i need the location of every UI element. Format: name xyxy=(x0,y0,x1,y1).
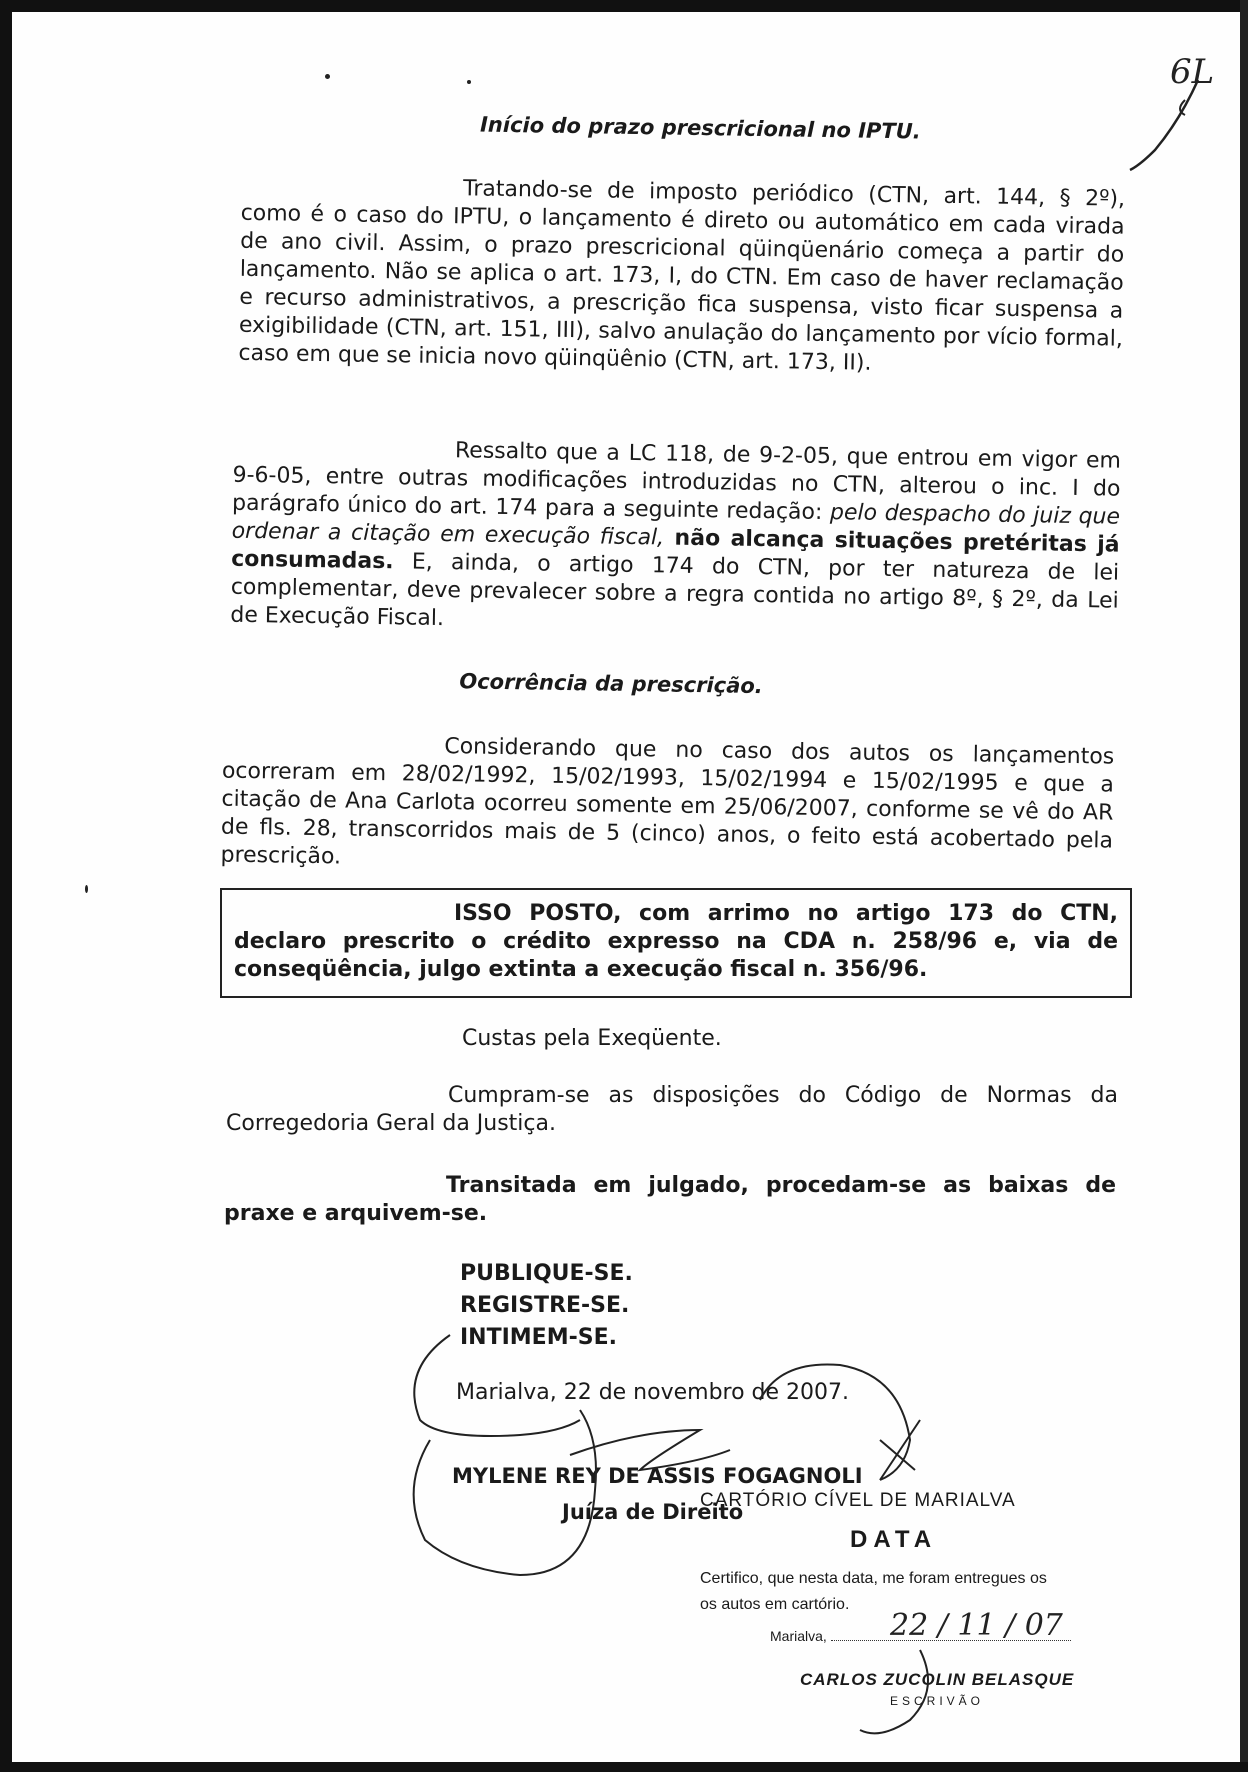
stamp-clerk-name: CARLOS ZUCOLIN BELASQUE xyxy=(800,1670,1075,1689)
lc118-text-part2: E, ainda, o artigo 174 do CTN, por ter natureza de lei complementar, deve prevalecer sobre a regra contida no artigo 8º, § 2º, da Lei de Execução Fiscal. xyxy=(230,549,1120,632)
decision-text: ISSO POSTO, com arrimo no artigo 173 do CTN, declaro prescrito o crédito expresso na CDA n. 258/96 e, via de conseqüência, julgo extinta a execução fiscal n. 356/96. xyxy=(234,901,1118,982)
costs-line: Custas pela Exeqüente. xyxy=(462,1026,722,1051)
scan-speck xyxy=(325,74,330,79)
scan-border-right xyxy=(1240,0,1248,1772)
stamp-place-label: Marialva, xyxy=(770,1628,827,1644)
decision-box xyxy=(220,888,1132,998)
stamp-certificate-line2: os autos em cartório. xyxy=(700,1596,850,1613)
scan-speck xyxy=(467,80,471,84)
date-line: Marialva, 22 de novembro de 2007. xyxy=(456,1380,850,1405)
order-notify: INTIMEM-SE. xyxy=(460,1325,617,1350)
margin-flourish-detail xyxy=(1180,100,1185,115)
provisions-paragraph: Cumpram-se as disposições do Código de Normas da Corregedoria Geral da Justiça. xyxy=(226,1083,1118,1136)
order-register: REGISTRE-SE. xyxy=(460,1293,630,1318)
orders-block xyxy=(460,1258,633,1354)
lc118-text-part1: Ressalto que a LC 118, de 9-2-05, que entrou em vigor em 9-6-05, entre outras modificações introduzidas no CTN, alterou o inc. I do parágrafo único do art. 174 para a seguinte redação: xyxy=(231,438,1122,526)
final-order-paragraph: Transitada em julgado, procedam-se as baixas de praxe e arquivem-se. xyxy=(224,1173,1116,1226)
paragraph-iptu-periodic: Tratando-se de imposto periódico (CTN, art. 144, § 2º), como é o caso do IPTU, o lançamento é direto ou automático em cada virada de ano civil. Assim, o prazo prescricional qüinqüenário começa a partir do lançamento. Não se aplica o art. 173, I, do CTN. Em caso de haver reclamação e recurso administrativos, a prescrição fica suspensa, visto ficar suspensa a exigibilidade (CTN, art. 151, III), salvo anulação do lançamento por vício formal, caso em que se inicia novo qüinqüênio (CTN, art. 173, II). xyxy=(238,176,1126,376)
scan-border-bottom xyxy=(0,1762,1248,1772)
order-publish: PUBLIQUE-SE. xyxy=(460,1261,633,1286)
scan-border-top xyxy=(0,0,1248,12)
judge-signature xyxy=(880,1420,920,1480)
stamp-clerk-role: ESCRIVÃO xyxy=(890,1694,985,1708)
scan-border-left xyxy=(0,0,12,1772)
heading-prescription-occurrence: Ocorrência da prescrição. xyxy=(459,669,763,699)
judge-signature xyxy=(414,1410,596,1575)
paragraph-occurrence: Considerando que no caso dos autos os lançamentos ocorreram em 28/02/1992, 15/02/1993, 15/02/1994 e 15/02/1995 e que a citação de Ana Carlota ocorreu somente em 25/06/2007, conforme se vê do AR de fls. 28, transcorridos mais de 5 (cinco) anos, o feito está acobertado pela prescrição. xyxy=(220,734,1115,870)
lc118-italic-quote: pelo despacho do juiz que ordenar a citação em execução fiscal, xyxy=(231,500,1121,551)
handwritten-date: 22 / 11 / 07 xyxy=(890,1608,1063,1643)
clerk-signature xyxy=(860,1650,928,1733)
judge-name: MYLENE REY DE ASSIS FOGAGNOLI xyxy=(452,1464,863,1488)
heading-prescription-start: Início do prazo prescricional no IPTU. xyxy=(479,112,921,144)
paragraph-lc-118 xyxy=(230,434,1121,644)
scan-speck xyxy=(85,885,88,893)
handwritten-page-number: 6L xyxy=(1170,52,1215,92)
margin-flourish xyxy=(1130,80,1198,170)
lc118-bold-text: não alcança situações pretéritas já consumadas. xyxy=(231,525,1120,575)
judge-title: Juíza de Direito xyxy=(562,1500,744,1524)
stamp-data-label: DATA xyxy=(850,1526,938,1553)
stamp-office-name: CARTÓRIO CÍVEL DE MARIALVA xyxy=(700,1490,1016,1511)
stamp-certificate-line1: Certifico, que nesta data, me foram entregues os xyxy=(700,1570,1047,1587)
